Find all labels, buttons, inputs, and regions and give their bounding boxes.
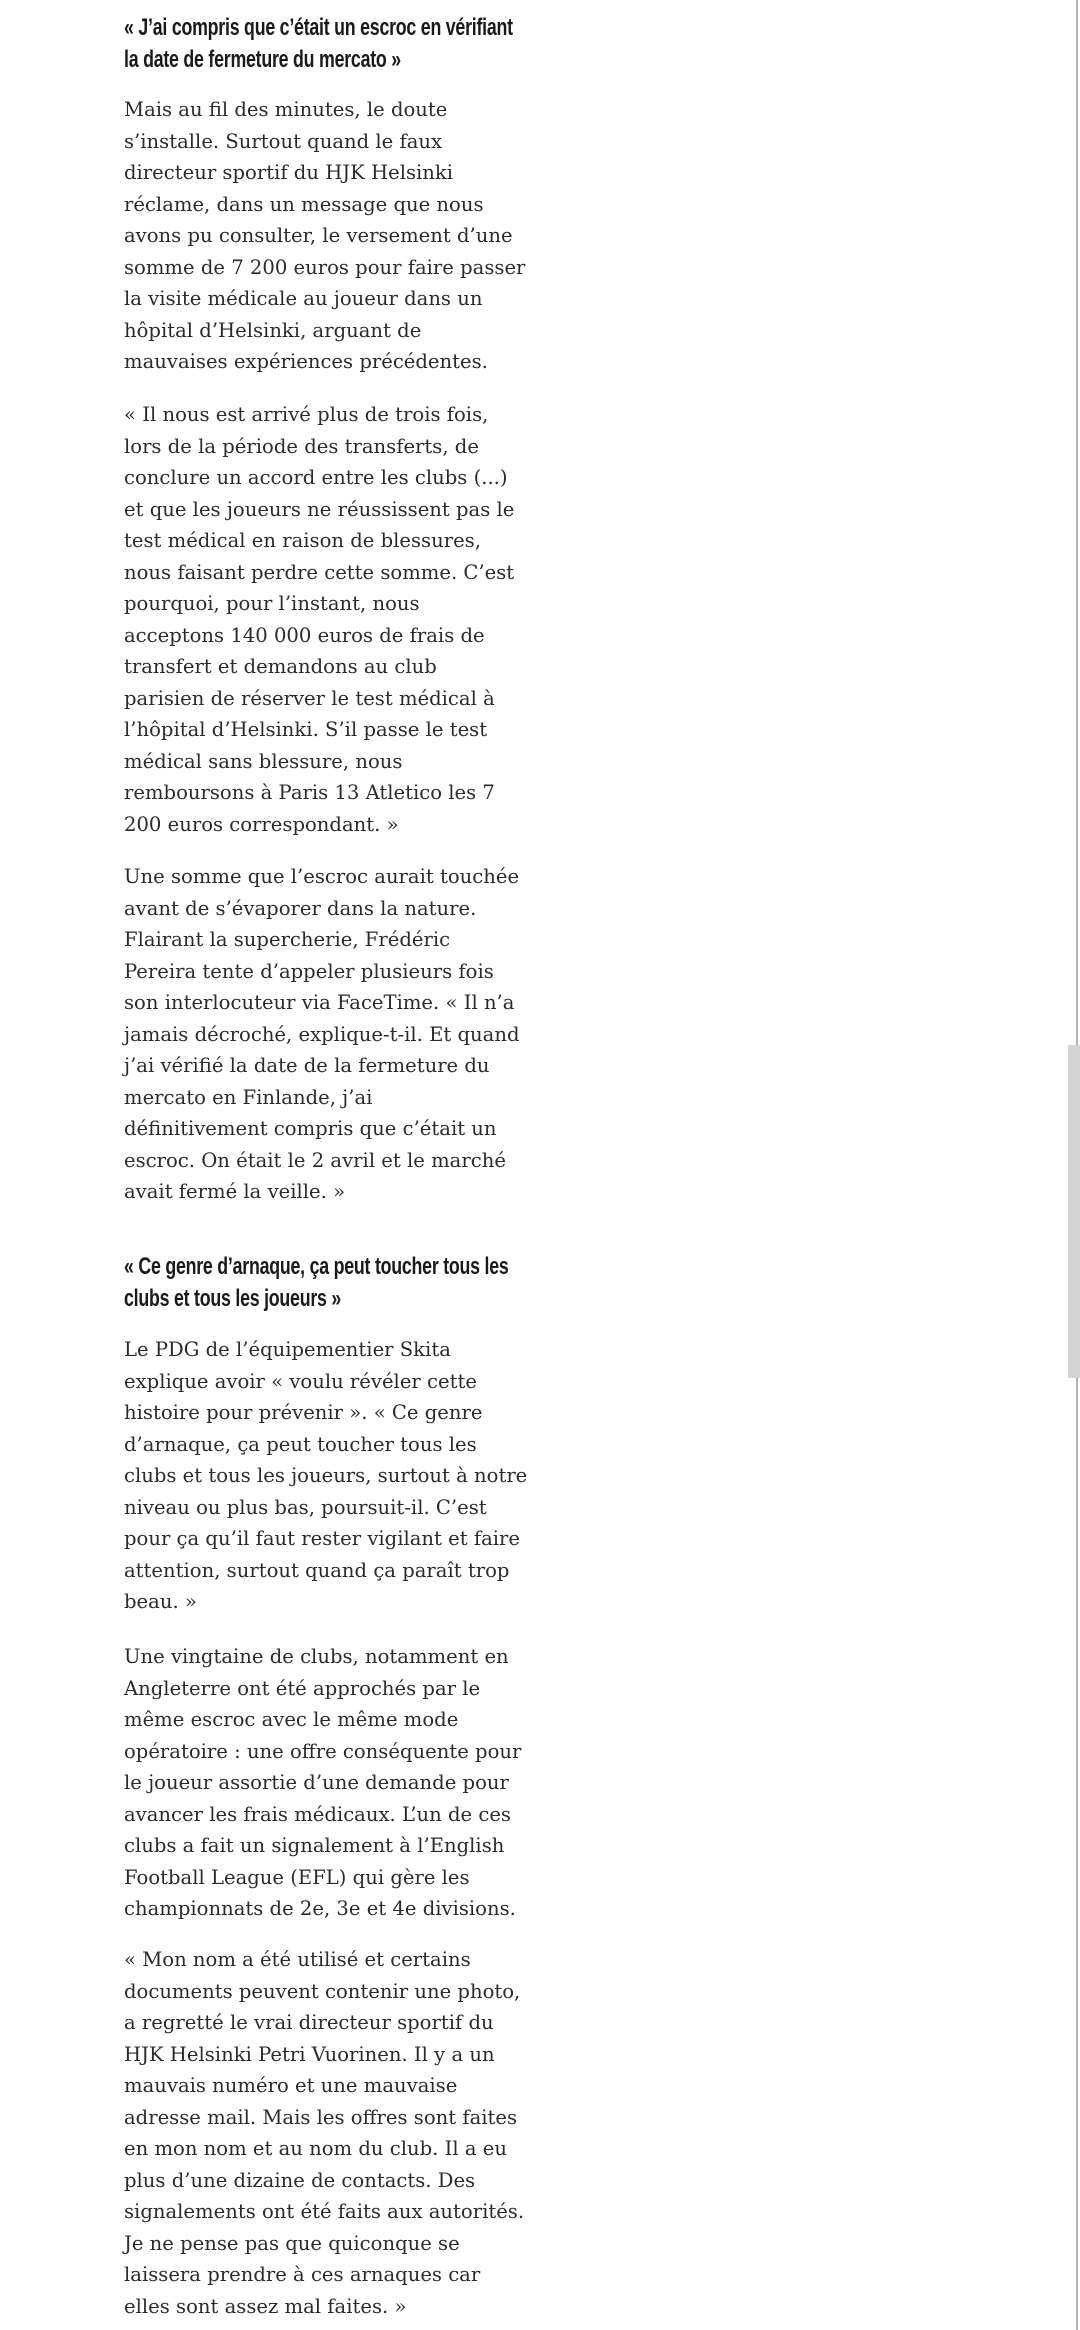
section-heading — [124, 12, 650, 76]
paragraph-line: clubs a fait un signalement à l’English — [124, 1834, 505, 1857]
paragraph-line: avait fermé la veille. » — [124, 1180, 346, 1203]
paragraph-line: réclame, dans un message que nous — [124, 192, 484, 216]
paragraph-line: Angleterre ont été approchés par le — [124, 1676, 481, 1700]
article-paragraph — [124, 861, 519, 1208]
paragraph-line: l’hôpital d’Helsinki. S’il passe le test — [124, 718, 488, 741]
heading-line: la date de fermeture du mercato » — [124, 46, 401, 73]
paragraph-line: hôpital d’Helsinki, arguant de — [124, 318, 422, 342]
paragraph-line: conclure un accord entre les clubs (...) — [124, 466, 508, 489]
paragraph-line: elles sont assez mal faites. » — [124, 2294, 407, 2318]
paragraph-line: somme de 7 200 euros pour faire passer — [124, 255, 526, 279]
paragraph-line: adresse mail. Mais les offres sont faites — [124, 2105, 518, 2129]
paragraph-line: a regretté le vrai directeur sportif du — [124, 2011, 494, 2034]
paragraph-line: même escroc avec le même mode — [124, 1708, 459, 1731]
paragraph-line: mercato en Finlande, j’ai — [124, 1085, 373, 1109]
paragraph-line: histoire pour prévenir ». « Ce genre — [124, 1401, 483, 1424]
scrollbar-thumb[interactable] — [1068, 1045, 1080, 1378]
paragraph-line: beau. » — [124, 1590, 197, 1613]
paragraph-line: explique avoir « voulu révéler cette — [124, 1369, 477, 1393]
article-paragraph — [124, 1641, 521, 1925]
paragraph-line: Mais au fil des minutes, le doute — [124, 98, 448, 121]
paragraph-line: avons pu consulter, le versement d’une — [124, 224, 513, 247]
paragraph-line: Flairant la supercherie, Frédéric — [124, 928, 451, 951]
heading-line: « J’ai compris que c’était un escroc en vérifiant — [124, 14, 513, 41]
section-heading — [124, 1251, 644, 1315]
paragraph-line: Une somme que l’escroc aurait touchée — [124, 865, 520, 888]
article-paragraph — [124, 399, 514, 840]
paragraph-line: j’ai vérifié la date de la fermeture du — [124, 1054, 490, 1077]
paragraph-line: et que les joueurs ne réussissent pas le — [124, 497, 515, 521]
paragraph-line: son interlocuteur via FaceTime. « Il n’a — [124, 991, 515, 1014]
paragraph-line: niveau ou plus bas, poursuit-il. C’est — [124, 1495, 487, 1519]
paragraph-line: Le PDG de l’équipementier Skita — [124, 1338, 451, 1361]
paragraph-line: définitivement compris que c’était un — [124, 1117, 497, 1140]
paragraph-line: championnats de 2e, 3e et 4e divisions. — [124, 1897, 516, 1920]
paragraph-line: jamais décroché, explique-t-il. Et quand — [124, 1022, 520, 1046]
paragraph-line: remboursons à Paris 13 Atletico les 7 — [124, 781, 495, 804]
paragraph-line: HJK Helsinki Petri Vuorinen. Il y a un — [124, 2042, 495, 2066]
paragraph-line: transfert et demandons au club — [124, 655, 437, 678]
paragraph-line: mauvais numéro et une mauvaise — [124, 2074, 458, 2097]
paragraph-line: pour ça qu’il faut rester vigilant et faire — [124, 1527, 520, 1550]
paragraph-line: mauvaises expériences précédentes. — [124, 350, 488, 373]
paragraph-line: Une vingtaine de clubs, notamment en — [124, 1645, 509, 1668]
paragraph-line: s’installe. Surtout quand le faux — [124, 129, 443, 153]
paragraph-line: « Il nous est arrivé plus de trois fois, — [124, 403, 489, 426]
paragraph-line: en mon nom et au nom du club. Il a eu — [124, 2137, 507, 2160]
paragraph-line: d’arnaque, ça peut toucher tous les — [124, 1432, 477, 1456]
paragraph-line: acceptons 140 000 euros de frais de — [124, 623, 485, 647]
paragraph-line: documents peuvent contenir une photo, — [124, 1979, 521, 2003]
paragraph-line: plus d’une dizaine de contacts. Des — [124, 2168, 476, 2192]
article-paragraph — [124, 94, 525, 378]
paragraph-line: laissera prendre à ces arnaques car — [124, 2263, 481, 2286]
paragraph-line: Je ne pense pas que quiconque se — [124, 2231, 460, 2255]
paragraph-line: avant de s’évaporer dans la nature. — [124, 896, 477, 920]
heading-line: clubs et tous les joueurs » — [124, 1285, 342, 1312]
paragraph-line: directeur sportif du HJK Helsinki — [124, 161, 454, 184]
paragraph-line: avancer les frais médicaux. L’un de ces — [124, 1802, 511, 1826]
paragraph-line: pourquoi, pour l’instant, nous — [124, 592, 420, 615]
paragraph-line: la visite médicale au joueur dans un — [124, 287, 483, 310]
article-paragraph — [124, 1944, 524, 2322]
paragraph-line: opératoire : une offre conséquente pour — [124, 1739, 522, 1763]
article-paragraph — [124, 1334, 527, 1618]
paragraph-line: parisien de réserver le test médical à — [124, 686, 495, 710]
paragraph-line: attention, surtout quand ça paraît trop — [124, 1558, 510, 1582]
paragraph-line: nous faisant perdre cette somme. C’est — [124, 560, 515, 584]
paragraph-line: clubs et tous les joueurs, surtout à notre — [124, 1464, 528, 1487]
paragraph-line: Pereira tente d’appeler plusieurs fois — [124, 959, 494, 983]
paragraph-line: test médical en raison de blessures, — [124, 529, 481, 552]
paragraph-line: le joueur assortie d’une demande pour — [124, 1771, 509, 1794]
paragraph-line: 200 euros correspondant. » — [124, 812, 399, 836]
paragraph-line: Football League (EFL) qui gère les — [124, 1865, 470, 1889]
paragraph-line: médical sans blessure, nous — [124, 749, 403, 773]
paragraph-line: escroc. On était le 2 avril et le marché — [124, 1148, 506, 1172]
paragraph-line: « Mon nom a été utilisé et certains — [124, 1948, 471, 1971]
heading-line: « Ce genre d’arnaque, ça peut toucher tous les — [124, 1253, 509, 1280]
paragraph-line: signalements ont été faits aux autorités. — [124, 2200, 525, 2223]
paragraph-line: lors de la période des transferts, de — [124, 434, 479, 458]
